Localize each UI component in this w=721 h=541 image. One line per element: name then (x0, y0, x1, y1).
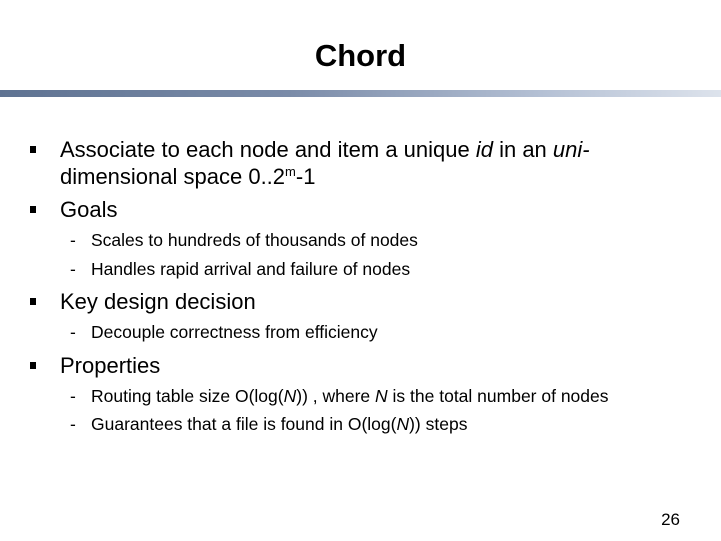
bullet-square-icon (30, 362, 36, 369)
bullet-square-icon (30, 298, 36, 305)
bullet-square-icon (30, 206, 36, 213)
bullet-square-icon (30, 146, 36, 153)
slide-title: Chord (314, 38, 407, 73)
page-number: 26 (661, 510, 680, 529)
bullet-text-line1: Associate to each node and item a unique id in an uni- (60, 137, 590, 162)
bullet-text-line2: dimensional space 0..2$^m$-1 (60, 164, 316, 189)
title-divider (0, 90, 721, 97)
